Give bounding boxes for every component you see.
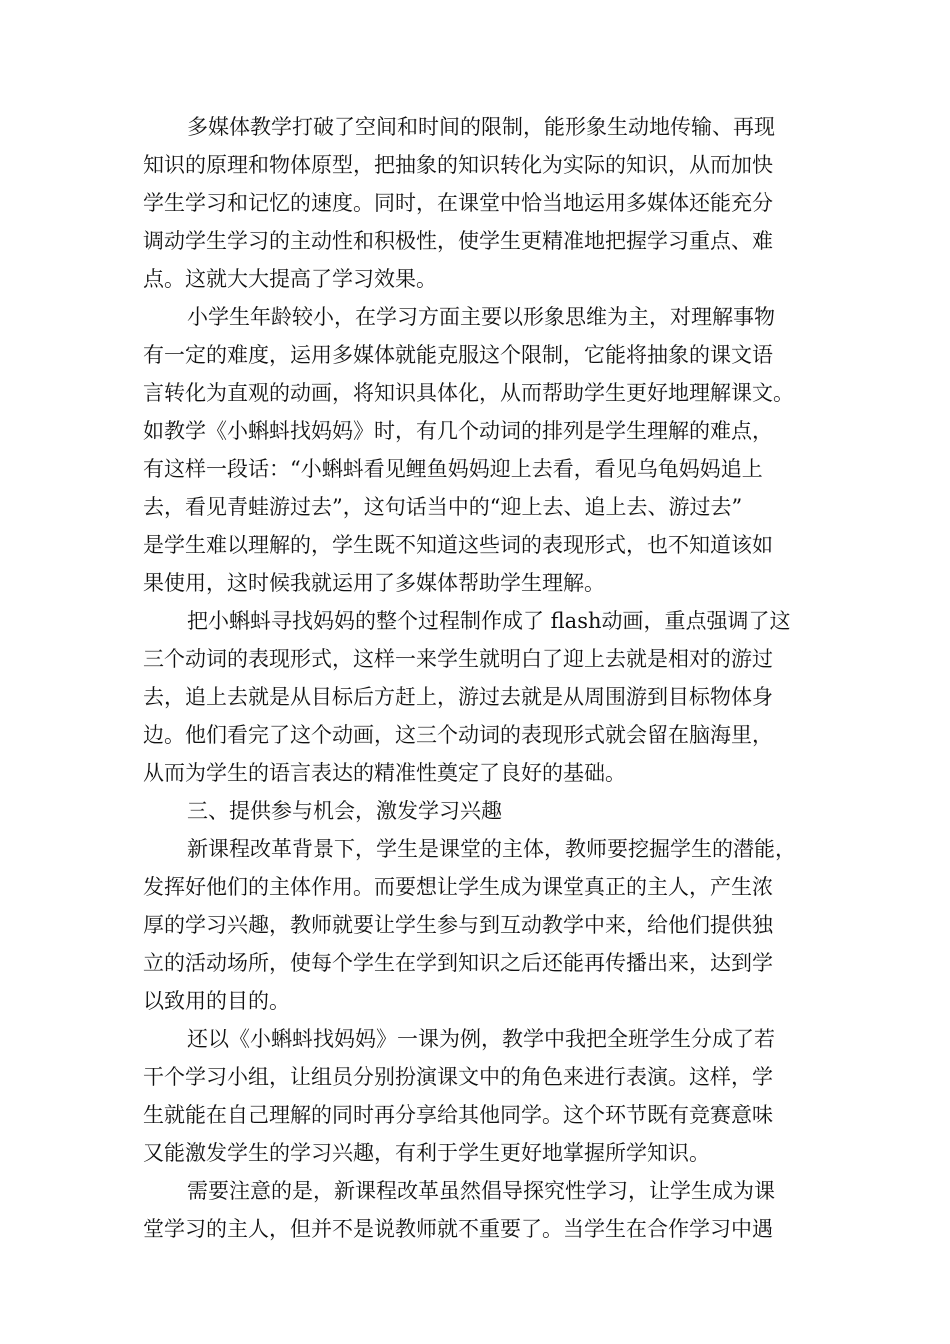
paragraph-3-line-3: 去，追上去就是从目标后方赶上，游过去就是从周围游到目标物体身: [143, 685, 773, 709]
paragraph-2-line-1: 小学生年龄较小，在学习方面主要以形象思维为主，对理解事物: [187, 305, 775, 329]
paragraph-1-line-5: 点。这就大大提高了学习效果。: [143, 267, 437, 291]
paragraph-3-line-2: 三个动词的表现形式，这样一来学生就明白了迎上去就是相对的游过: [143, 647, 773, 671]
body-text: [143, 108, 813, 1248]
paragraph-2-line-2: 有一定的难度，运用多媒体就能克服这个限制，它能将抽象的课文语: [143, 343, 773, 367]
paragraph-6-line-1: 需要注意的是，新课程改革虽然倡导探究性学习，让学生成为课: [187, 1179, 775, 1203]
paragraph-2-line-4: 如教学《小蝌蚪找妈妈》时，有几个动词的排列是学生理解的难点，: [143, 419, 773, 443]
paragraph-2-line-8: 果使用，这时候我就运用了多媒体帮助学生理解。: [143, 571, 605, 595]
paragraph-5-line-2: 干个学习小组，让组员分别扮演课文中的角色来进行表演。这样，学: [143, 1065, 773, 1089]
paragraph-3-line-5: 从而为学生的语言表达的精准性奠定了良好的基础。: [143, 761, 626, 785]
paragraph-6-line-2: 堂学习的主人，但并不是说教师就不重要了。当学生在合作学习中遇: [143, 1217, 773, 1241]
paragraph-4-line-4: 立的活动场所，使每个学生在学到知识之后还能再传播出来，达到学: [143, 951, 773, 975]
paragraph-4-line-3: 厚的学习兴趣，教师就要让学生参与到互动教学中来，给他们提供独: [143, 913, 773, 937]
paragraph-4-line-2: 发挥好他们的主体作用。而要想让学生成为课堂真正的主人，产生浓: [143, 875, 773, 899]
paragraph-1-line-1: 多媒体教学打破了空间和时间的限制，能形象生动地传输、再现: [187, 115, 775, 139]
paragraph-1-line-3: 学生学习和记忆的速度。同时，在课堂中恰当地运用多媒体还能充分: [143, 191, 773, 215]
paragraph-3-line-1: 把小蝌蚪寻找妈妈的整个过程制作成了 flash动画，重点强调了这: [187, 609, 791, 633]
paragraph-1-line-2: 知识的原理和物体原型，把抽象的知识转化为实际的知识，从而加快: [143, 153, 773, 177]
paragraph-2-line-5: 有这样一段话：“小蝌蚪看见鲤鱼妈妈迎上去看，看见乌龟妈妈追上: [143, 457, 763, 481]
paragraph-2-line-7: 是学生难以理解的，学生既不知道这些词的表现形式，也不知道该如: [143, 533, 773, 557]
paragraph-5-line-1: 还以《小蝌蚪找妈妈》一课为例，教学中我把全班学生分成了若: [187, 1027, 775, 1051]
paragraph-5-line-3: 生就能在自己理解的同时再分享给其他同学。这个环节既有竞赛意味: [143, 1103, 773, 1127]
paragraph-4-line-5: 以致用的目的。: [143, 989, 290, 1013]
paragraph-2-line-6: 去，看见青蛙游过去”，这句话当中的“迎上去、追上去、游过去”: [143, 495, 743, 519]
paragraph-2-line-3: 言转化为直观的动画，将知识具体化，从而帮助学生更好地理解课文。: [143, 381, 794, 405]
paragraph-5-line-4: 又能激发学生的学习兴趣，有利于学生更好地掌握所学知识。: [143, 1141, 710, 1165]
section-heading: 三、提供参与机会，激发学习兴趣: [187, 799, 502, 823]
paragraph-4-line-1: 新课程改革背景下，学生是课堂的主体，教师要挖掘学生的潜能，: [187, 837, 796, 861]
paragraph-3-line-4: 边。他们看完了这个动画，这三个动词的表现形式就会留在脑海里，: [143, 723, 773, 747]
paragraph-1-line-4: 调动学生学习的主动性和积极性，使学生更精准地把握学习重点、难: [143, 229, 773, 253]
